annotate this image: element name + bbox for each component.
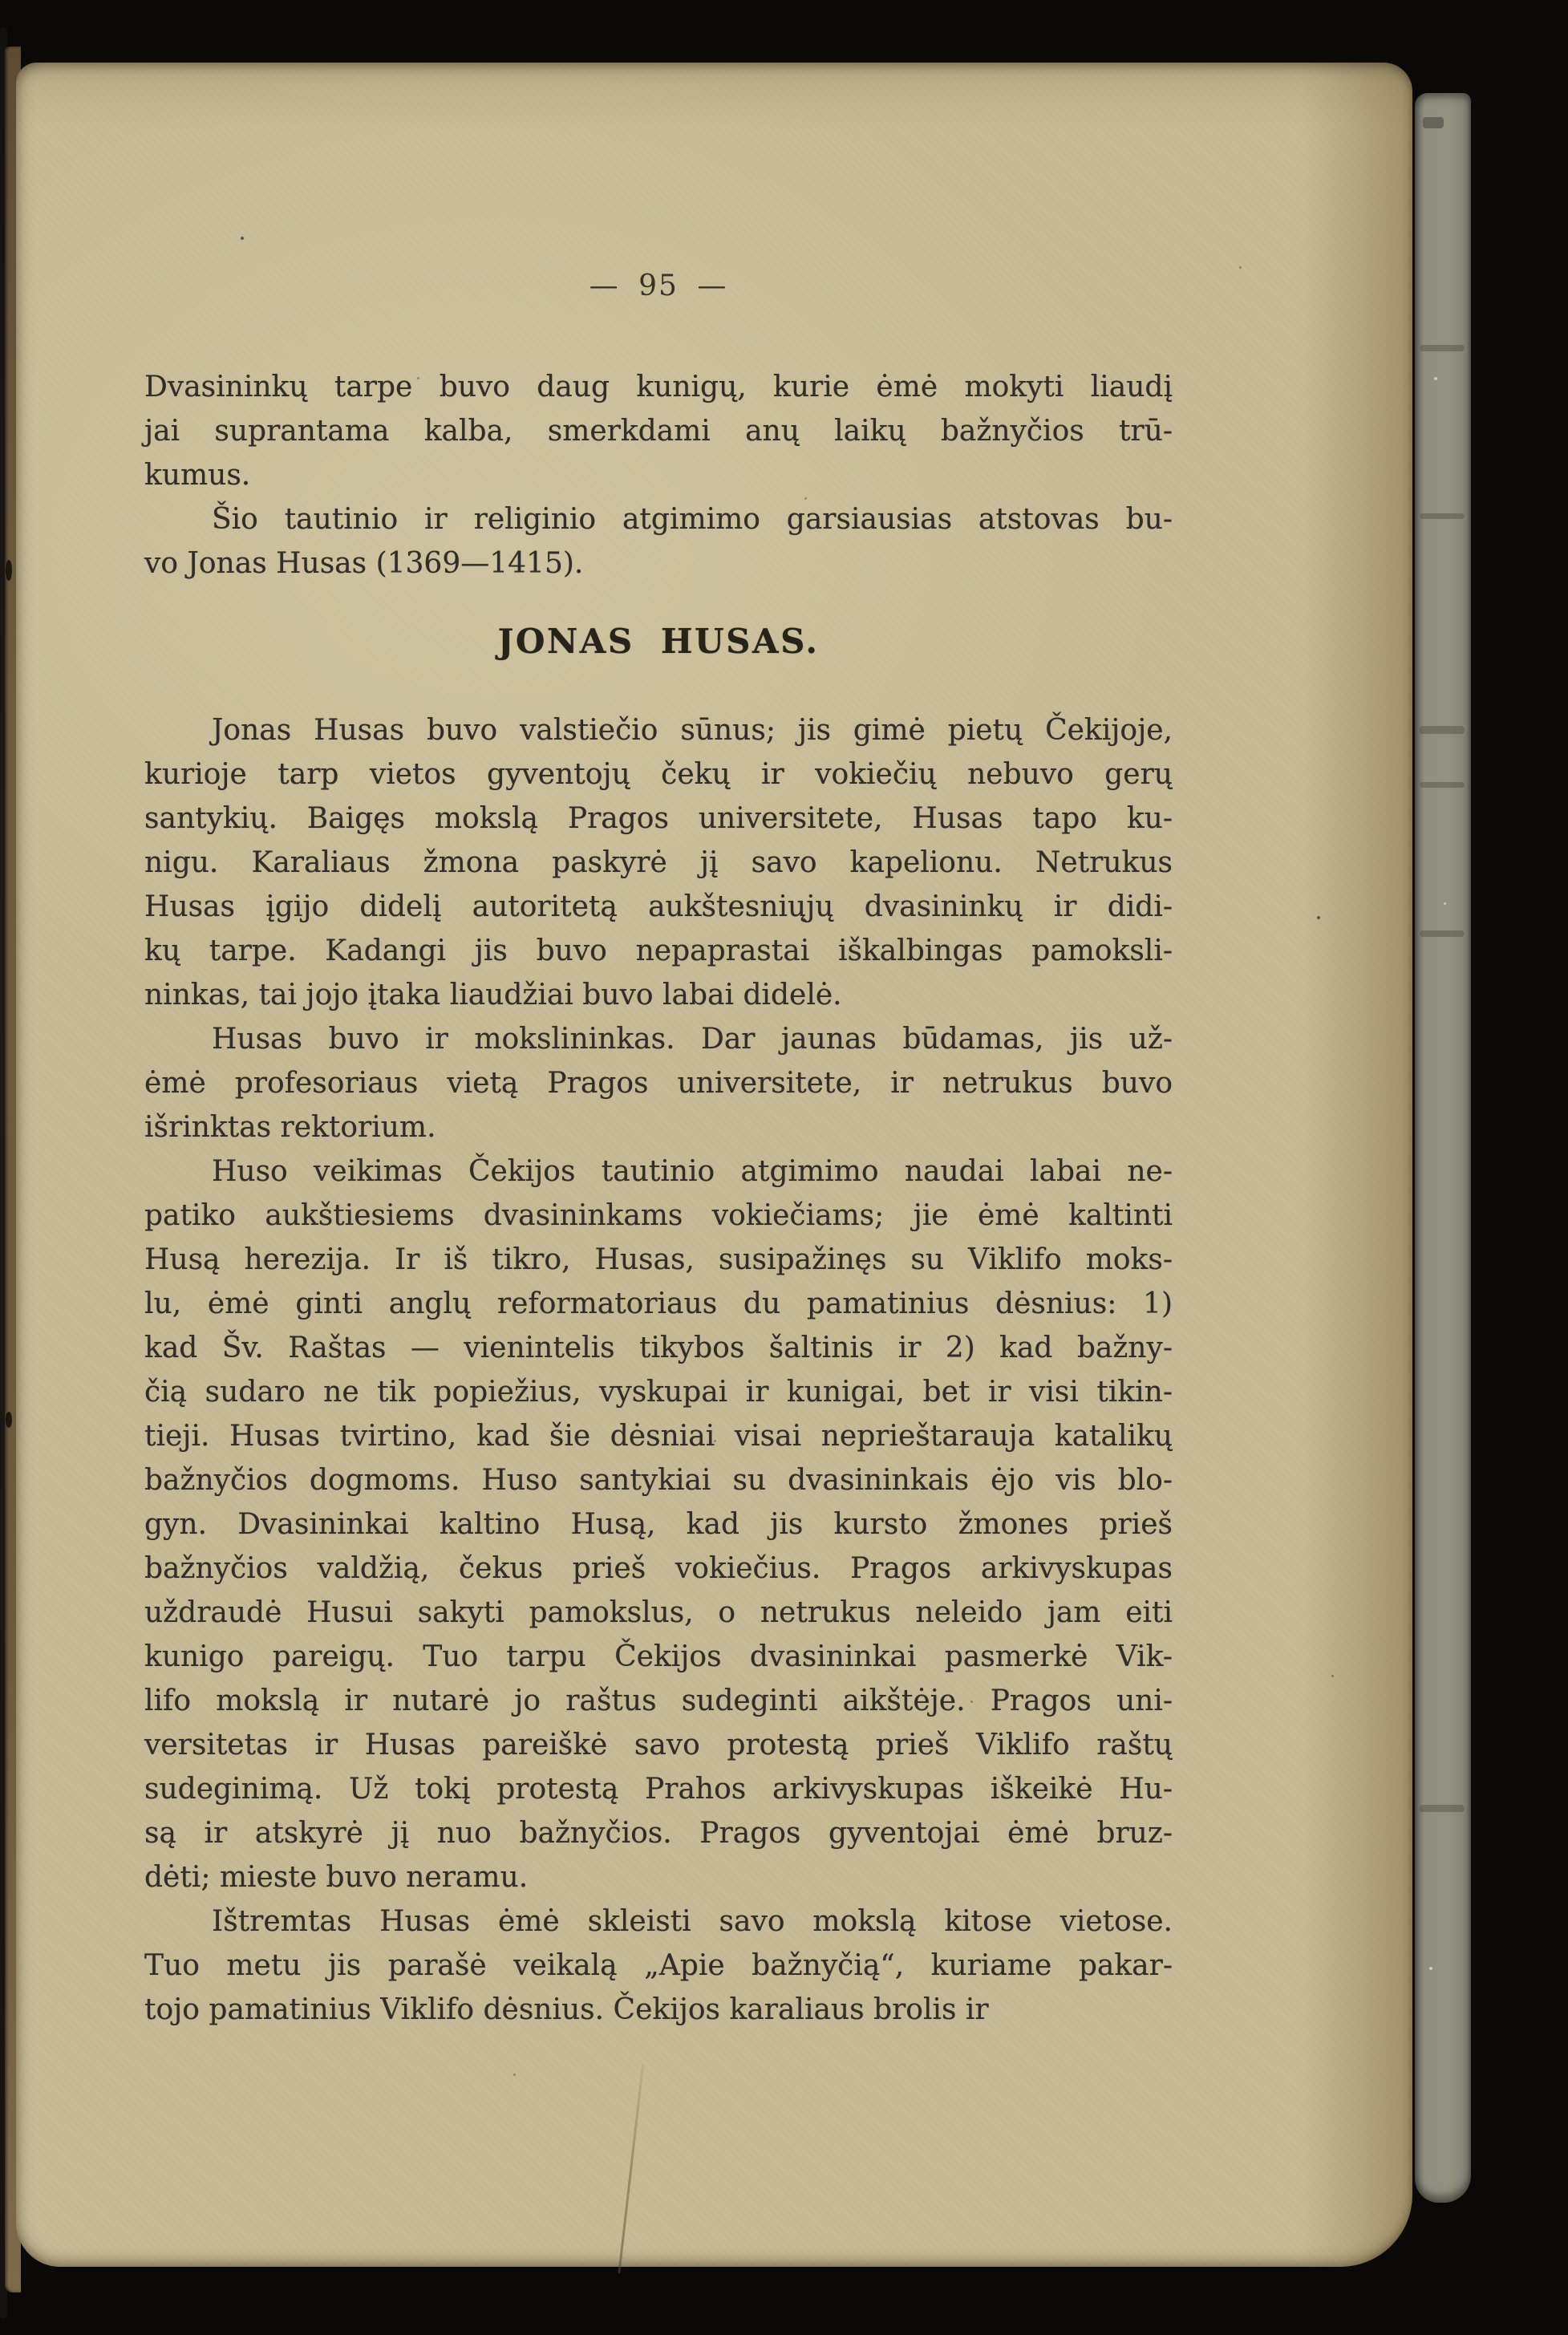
dust-speck <box>1331 1675 1334 1677</box>
text-line: santykių. Baigęs mokslą Pragos universitete, Husas tapo ku- <box>144 802 1173 835</box>
text-line: čią sudaro ne tik popiežius, vyskupai ir kunigai, bet ir visi tikin- <box>144 1376 1173 1409</box>
text-line: Jonas Husas buvo valstiečio sūnus; jis gimė pietų Čekijoje, <box>212 714 1173 747</box>
text-line: lifo mokslą ir nutarė jo raštus sudeginti aikštėje. Pragos uni- <box>144 1684 1173 1717</box>
text-line: bažnyčios dogmoms. Huso santykiai su dvasininkais ėjo vis blo- <box>144 1464 1173 1497</box>
text-line: nigu. Karaliaus žmona paskyrė jį savo kapelionu. Netrukus <box>144 846 1173 879</box>
page-crease-mark <box>618 2065 644 2274</box>
fore-edge-fleck <box>1444 902 1446 905</box>
book-page <box>16 63 1412 2267</box>
fore-edge-streak <box>1420 726 1465 734</box>
fore-edge-streak <box>1420 513 1465 519</box>
text-line: gyn. Dvasininkai kaltino Husą, kad jis kursto žmones prieš <box>144 1508 1173 1541</box>
text-line: Šio tautinio ir religinio atgimimo garsiausias atstovas bu- <box>212 503 1173 536</box>
section-heading: JONAS HUSAS. <box>497 622 820 661</box>
fore-edge-streak <box>1420 930 1465 937</box>
text-line: Dvasininkų tarpe buvo daug kunigų, kurie ėmė mokyti liaudį <box>144 371 1173 403</box>
text-line: išrinktas rektorium. <box>144 1111 436 1144</box>
fore-edge-streak <box>1420 345 1465 351</box>
text-line: kumus. <box>144 459 251 492</box>
text-line: tieji. Husas tvirtino, kad šie dėsniai visai neprieštarauja katalikų <box>144 1420 1173 1453</box>
text-line: uždraudė Husui sakyti pamokslus, o netrukus neleido jam eiti <box>144 1596 1173 1629</box>
text-line: Husas įgijo didelį autoritetą aukštesniųjų dvasininkų ir didi- <box>144 890 1173 923</box>
paragraph <box>144 1017 1173 1149</box>
text-line: versitetas ir Husas pareiškė savo protestą prieš Viklifo raštų <box>144 1729 1173 1761</box>
text-line: tojo pamatinius Viklifo dėsnius. Čekijos karaliaus brolis ir <box>144 1993 989 2026</box>
dust-speck <box>804 497 807 500</box>
fore-edge-streak <box>1423 117 1444 128</box>
text-line: lu, ėmė ginti anglų reformatoriaus du pamatinius dėsnius: 1) <box>144 1287 1173 1320</box>
text-line: ninkas, tai jojo įtaka liaudžiai buvo labai didelė. <box>144 979 842 1011</box>
text-line: kad Šv. Raštas — vienintelis tikybos šaltinis ir 2) kad bažny- <box>144 1332 1173 1364</box>
paragraph <box>144 365 1173 497</box>
paragraph <box>144 1899 1173 2032</box>
page-number: — 95 — <box>589 270 728 302</box>
dust-speck <box>714 1440 716 1442</box>
dust-speck <box>1317 916 1320 919</box>
text-line: vo Jonas Husas (1369—1415). <box>144 547 584 580</box>
fore-edge-fleck <box>1429 1967 1432 1970</box>
text-line: kurioje tarp vietos gyventojų čekų ir vokiečių nebuvo gerų <box>144 758 1173 791</box>
text-line: Husą herezija. Ir iš tikro, Husas, susipažinęs su Viklifo moks- <box>144 1243 1173 1276</box>
text-line: dėti; mieste buvo neramu. <box>144 1861 529 1894</box>
text-line: jai suprantama kalba, smerkdami anų laikų bažnyčios trū- <box>144 415 1173 448</box>
fore-edge-strip <box>1415 93 1471 2203</box>
text-line: ėmė profesoriaus vietą Pragos universitete, ir netrukus buvo <box>144 1067 1173 1100</box>
text-line: kų tarpe. Kadangi jis buvo nepaprastai iškalbingas pamoksli- <box>144 934 1173 967</box>
text-line: patiko aukštiesiems dvasininkams vokiečiams; jie ėmė kaltinti <box>144 1199 1173 1232</box>
paragraph <box>144 708 1173 1017</box>
text-line: Huso veikimas Čekijos tautinio atgimimo naudai labai ne- <box>212 1155 1173 1188</box>
paragraph <box>144 497 1173 586</box>
text-line: Husas buvo ir mokslininkas. Dar jaunas būdamas, jis už- <box>212 1023 1173 1056</box>
text-line: Ištremtas Husas ėmė skleisti savo mokslą kitose vietose. <box>212 1905 1173 1938</box>
spine-mark <box>6 560 12 581</box>
dust-speck <box>970 1701 973 1703</box>
fore-edge-streak <box>1420 1805 1465 1812</box>
spine-mark <box>6 1412 12 1428</box>
text-line: kunigo pareigų. Tuo tarpu Čekijos dvasininkai pasmerkė Vik- <box>144 1640 1173 1673</box>
text-line: są ir atskyrė jį nuo bažnyčios. Pragos gyventojai ėmė bruz- <box>144 1817 1173 1850</box>
text-line: bažnyčios valdžią, čekus prieš vokiečius. Pragos arkivyskupas <box>144 1552 1173 1585</box>
dust-speck <box>337 947 339 949</box>
dust-speck <box>1239 266 1242 269</box>
text-line: sudeginimą. Už tokį protestą Prahos arkivyskupas iškeikė Hu- <box>144 1773 1173 1806</box>
text-line: Tuo metu jis parašė veikalą „Apie bažnyčią“, kuriame pakar- <box>144 1949 1173 1982</box>
dust-speck <box>513 2074 516 2076</box>
dust-speck <box>417 377 419 379</box>
paragraph <box>144 1149 1173 1899</box>
dust-speck <box>241 237 244 240</box>
fore-edge-fleck <box>1434 377 1437 380</box>
fore-edge-streak <box>1420 782 1465 788</box>
